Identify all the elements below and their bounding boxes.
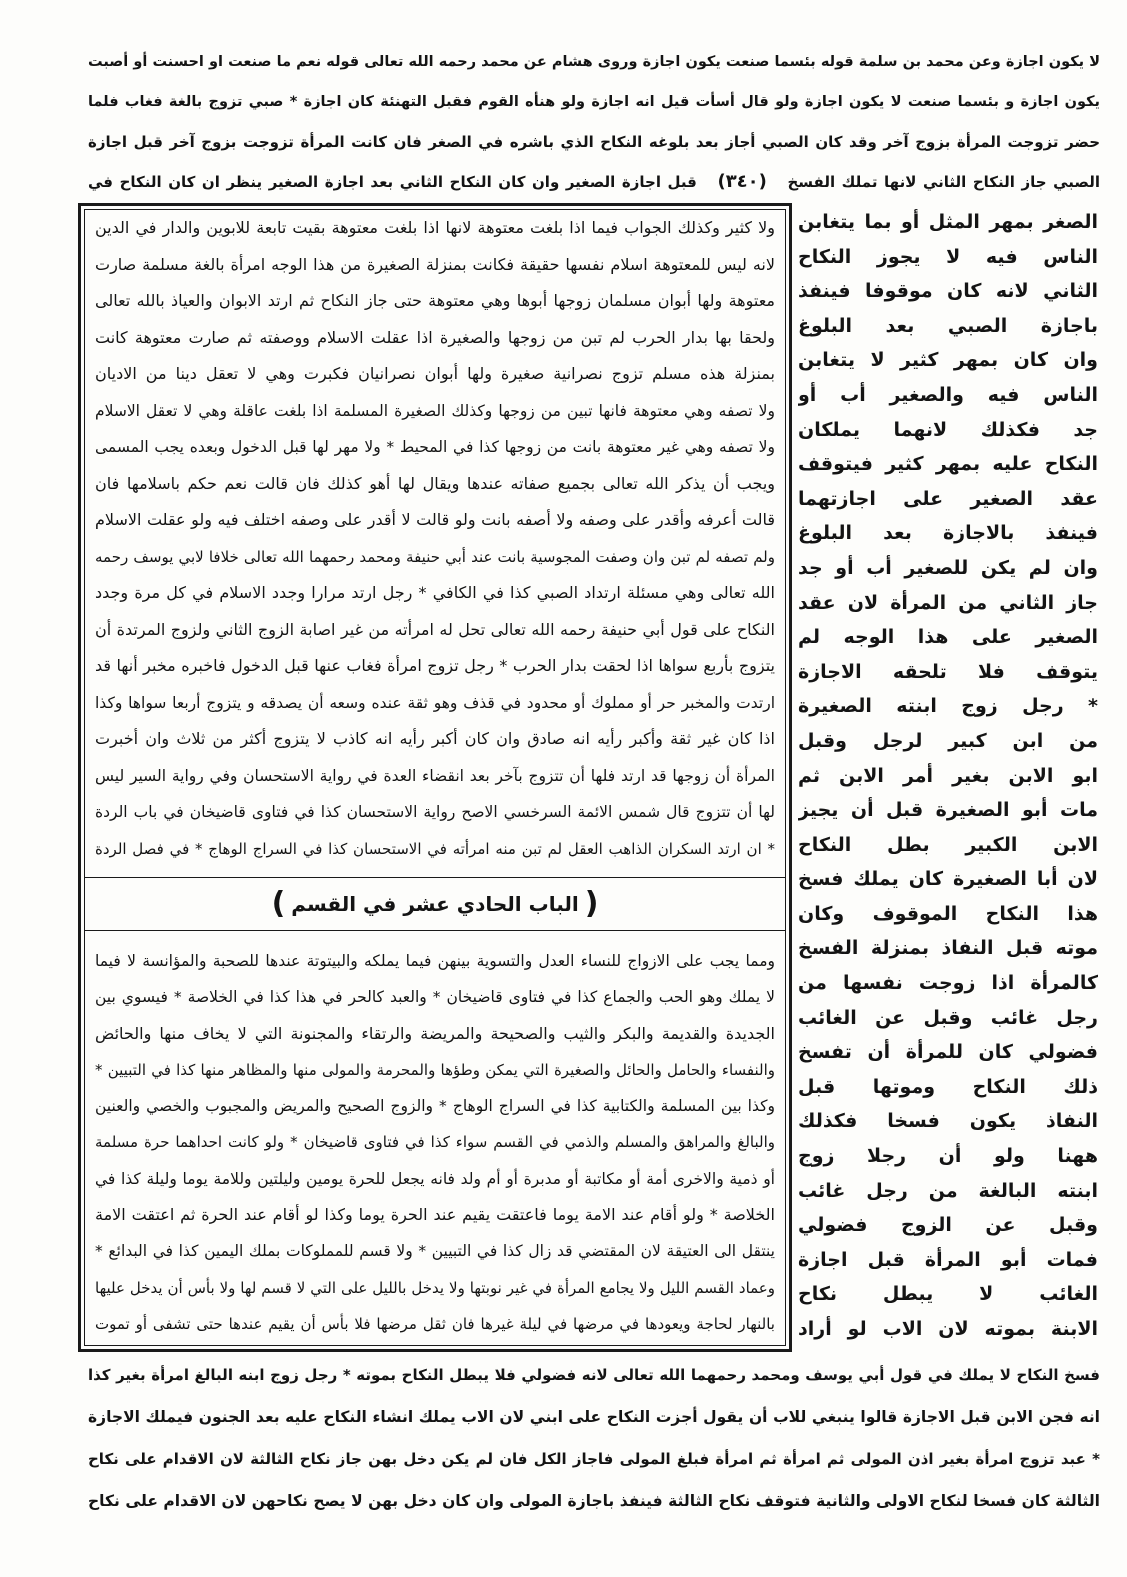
main-text-line: النكاح على قول أبي حنيفة رحمه الله تعالى تحل له امرأته من غير اصابة الزوج الثاني ولزوج المرتدة أن: [95, 619, 775, 639]
main-text-line: * ان ارتد السكران الذاهب العقل لم تبن منه امرأته في الاستحسان كذا في السراج الوهاج * في فصل الردة: [95, 839, 775, 858]
page-number: (٣٤٠): [717, 171, 767, 192]
footer-text-block: [88, 1354, 1100, 1522]
main-text-line: لا يملك وهو الحب والجماع كذا في فتاوى قاضيخان * والعبد كالحر في هذا كذا في الخلاصة * فيسوي بين: [95, 988, 775, 1007]
main-text-line: والنفساء والحامل والحائل والصغيرة التي يمكن وطؤها والمحرمة والمولى منها والمظاهر منها كذا في التبيين *: [95, 1060, 775, 1079]
margin-note-line: * رجل زوج ابنته الصغيرة: [798, 695, 1098, 718]
header-line-with-page-number: [88, 162, 1100, 202]
main-text-line: المرأة أن زوجها قد ارتد فلها أن تتزوج بآخر بعد انقضاء العدة في رواية الاستحسان وفي رواية السير ليس: [95, 766, 775, 785]
margin-note-line: النكاح عليه بمهر كثير فيتوقف: [798, 453, 1098, 476]
main-text-line: ارتدت والمخبر حر أو مملوك أو محدود في قذف وهو ثقة عنده وسعه أن يصدقه و يتزوج أربعا سواها وكذا: [95, 693, 775, 712]
margin-note-line: باجازة الصبي بعد البلوغ: [798, 314, 1098, 337]
margin-note-line: جد فكذلك لانهما يملكان: [798, 418, 1098, 441]
main-text-line: معتوهة ولها أبوان مسلمان زوجها أبوها وهي معتوهة حتى جاز النكاح ثم ارتد الابوان والعياذ بالله تعالى: [95, 291, 775, 310]
margin-note-line: فينفذ بالاجازة بعد البلوغ: [798, 522, 1098, 545]
margin-note-line: النفاذ يكون فسخا فكذلك: [798, 1110, 1098, 1133]
margin-note-column: [798, 205, 1098, 1347]
main-text-frame-inner: [84, 209, 786, 1346]
main-text-line: ولم تصفه لم تبن وان وصفت المجوسية بانت عند أبي حنيفة ومحمد رحمهما الله تعالى خلافا لابي يوسف رحمه: [95, 547, 775, 566]
footer-line: * عبد تزوج امرأة بغير اذن المولى ثم امرأة ثم امرأة فبلغ المولى فاجاز الكل فان لم يكن دخل بهن جاز نكاح الثالثة لان الاقدام على نكاح: [88, 1450, 1100, 1468]
main-text-line: ومما يجب على الازواج للنساء العدل والتسوية بينهن فيما يملكه والبيتوتة عندها للصحبة والمؤانسة لا فيما: [95, 952, 775, 970]
footer-line: فسخ النكاح لا يملك في قول أبي يوسف ومحمد رحمهما الله تعالى لانه فضولي فلا يبطل النكاح بموته * رجل زوج ابنه البالغ امرأة بغير كذا: [88, 1366, 1100, 1384]
main-text-line: الله تعالى وهي مسئلة ارتداد الصبي كذا في الكافي * رجل ارتد مرارا وجدد الاسلام في كل مرة وجدد: [95, 583, 775, 602]
main-lower-text: [95, 943, 775, 1342]
margin-note-line: الصغير على هذا الوجه لم: [798, 626, 1098, 649]
main-text-line: وكذا بين المسلمة والكتابية كذا في السراج الوهاج * والزوج الصحيح والمريض والمجبوب والخصي والعنين: [95, 1097, 775, 1116]
margin-note-line: الابن الكبير بطل النكاح: [798, 833, 1098, 856]
margin-note-line: رجل غائب وقبل عن الغائب: [798, 1006, 1098, 1029]
main-text-line: بالنهار لحاجة ويعودها في مرضها في ليلة غيرها فان ثقل مرضها فلا بأس أن يقيم عندها حتى تشفى أو تموت: [95, 1314, 775, 1333]
margin-note-line: موته قبل النفاذ بمنزلة الفسخ: [798, 937, 1098, 960]
header-line: يكون اجازة و بئسما صنعت لا يكون اجازة ولو قال أسأت قيل انه اجازة ولو هنأه القوم فقبل التهنئة كان اجازة * صبي تزوج بالغة فغاب فلما: [88, 94, 1100, 110]
margin-note-line: كالمرأة اذا زوجت نفسها من: [798, 972, 1098, 995]
header-text-block: [88, 42, 1100, 202]
margin-note-line: لان أبا الصغيرة كان يملك فسخ: [798, 868, 1098, 891]
margin-note-line: جاز الثاني من المرأة لان عقد: [798, 591, 1098, 614]
margin-note-line: مات أبو الصغيرة قبل أن يجيز: [798, 799, 1098, 822]
margin-note-line: وان لم يكن للصغير أب أو جد: [798, 556, 1098, 579]
main-text-line: قالت أعرفه وأقدر على وصفه ولا أصفه بانت ولو قالت لا أقدر على وصفه اختلف فيه ولو عقلت الاسلام: [95, 510, 775, 529]
margin-note-line: ابنته البالغة من رجل غائب: [798, 1179, 1098, 1202]
main-text-line: ينتقل الى العتيقة لان المقتضي قد زال كذا في التبيين * ولا قسم للمملوكات بملك اليمين كذا في البدائع *: [95, 1242, 775, 1261]
main-text-line: يتزوج بأربع سواها اذا لحقت بدار الحرب * رجل تزوج امرأة فغاب عنها قبل الدخول فاخبره مخبر أنها قد: [95, 656, 775, 675]
margin-note-line: يتوقف فلا تلحقه الاجازة: [798, 660, 1098, 683]
footer-line: الثالثة كان فسخا لنكاح الاولى والثانية فتوقف نكاح الثالثة فينفذ باجازة المولى وان كان دخل بهن لا يصح نكاحهن لان الاقدام على نكاح: [88, 1492, 1100, 1510]
margin-note-line: ذلك النكاح وموتها قبل: [798, 1075, 1098, 1098]
main-text-line: ولحقا بها بدار الحرب لم تبن من زوجها والصغيرة اذا عقلت الاسلام ووصفته ثم صارت معتوهة كانت: [95, 327, 775, 347]
main-text-line: والبالغ والمراهق والمسلم والذمي في القسم سواء كذا في فتاوى قاضيخان * ولو كانت احداهما حرة مسلمة: [95, 1133, 775, 1152]
main-text-line: لانه ليس للمعتوهة اسلام نفسها حقيقة فكانت بمنزلة الصغيرة من هذا الوجه امرأة بالغة مسلمة صارت: [95, 254, 775, 274]
main-text-frame: [78, 203, 792, 1352]
header-line: حضر تزوجت المرأة بزوج آخر وقد كان الصبي أجاز بعد بلوغه النكاح الذي باشره في الصغر فان كانت المرأة تزوجت بزوج آخر قبل اجازة: [88, 133, 1100, 151]
main-text-line: أو ذمية والاخرى أمة أو مكاتبة أو مدبرة أو أم ولد فانه يجعل للحرة يومين وليلتين وللامة يوما وليلة كذا في: [95, 1169, 775, 1188]
main-text-line: ولا كثير وكذلك الجواب فيما اذا بلغت معتوهة لانها اذا بلغت معتوهة بقيت تابعة للابوين والدار في الدين: [95, 218, 775, 237]
margin-note-line: الناس فيه والصغير أب أو: [798, 383, 1098, 406]
header-line: لا يكون اجازة وعن محمد بن سلمة قوله بئسما صنعت يكون اجازة وروى هشام عن محمد رحمه الله تعالى قوله نعم ما صنعت او احسنت أو أصبت: [88, 54, 1100, 70]
footer-line: انه فجن الابن قبل الاجازة قالوا ينبغي للاب أن يقول أجزت النكاح على ابني لان الاب يملك انشاء النكاح عليه بعد الجنون فيملك الاجازة: [88, 1408, 1100, 1426]
margin-note-line: الابنة بموته لان الاب لو أراد: [798, 1318, 1098, 1340]
chapter-heading: الباب الحادي عشر في القسم: [291, 892, 579, 916]
main-text-line: لها أن تتزوج قال شمس الائمة السرخسي الاصح رواية الاستحسان كذا في فتاوى قاضيخان في باب الردة: [95, 803, 775, 821]
main-text-line: الجديدة والقديمة والبكر والثيب والصحيحة والمريضة والرتقاء والمجنونة التي لا يخاف منها والحائض: [95, 1023, 775, 1043]
main-text-line: بمنزلة هذه مسلم تزوج نصرانية صغيرة ولها أبوان نصرانيان فكبرت وهي لا تعقل دينا من الاديان: [95, 364, 775, 383]
main-text-line: وعماد القسم الليل ولا يجامع المرأة في غير نوبتها ولا يدخل بالليل على التي لا قسم لها ولا بأس أن يدخل عليها: [95, 1278, 775, 1297]
margin-note-line: وقبل عن الزوج فضولي: [798, 1214, 1098, 1237]
margin-note-line: الصغر بمهر المثل أو بما يتغابن: [798, 211, 1098, 233]
margin-note-line: الناس فيه لا يجوز النكاح: [798, 245, 1098, 268]
margin-note-line: وان كان بمهر كثير لا يتغابن: [798, 349, 1098, 372]
margin-note-line: عقد الصغير على اجازتهما: [798, 487, 1098, 510]
ornate-bracket-icon: ): [271, 886, 286, 921]
main-text-line: ولا تصفه وهي غير معتوهة بانت من زوجها كذا في المحيط * ولا مهر لها قبل الدخول وبعده يجب المسمى: [95, 438, 775, 456]
header-line-before-page-number: الصبي جاز النكاح الثاني لانها تملك الفسخ: [787, 173, 1100, 191]
main-text-line: اذا كان غير ثقة وأكبر رأيه انه صادق وان كان أكبر رأيه انه كاذب لا يتزوج أكثر من ثلاث وان أخبرت: [95, 729, 775, 748]
ornate-bracket-icon: (: [584, 886, 599, 921]
margin-note-line: فضولي كان للمرأة أن تفسخ: [798, 1041, 1098, 1064]
main-text-line: ويجب أن يذكر الله تعالى بجميع صفاته عندها ويقال لها أهو كذلك فان قالت نعم حكم باسلامها فان: [95, 473, 775, 493]
main-text-line: الخلاصة * ولو أقام عند الامة يوما فاعتقت يقيم عند الحرة يوما وكذا لو أقام عند الحرة ثم اعتقت الامة: [95, 1205, 775, 1225]
margin-note-line: من ابن كبير لرجل وقبل: [798, 729, 1098, 752]
margin-note-line: ههنا ولو أن رجلا زوج: [798, 1145, 1098, 1168]
margin-note-line: فمات أبو المرأة قبل اجازة: [798, 1248, 1098, 1271]
margin-note-line: الثاني لانه كان موقوفا فينفذ: [798, 280, 1098, 303]
main-text-line: ولا تصفه وهي معتوهة فانها تبين من زوجها وكذلك الصغيرة المسلمة اذا بلغت عاقلة وهي لا تعقل الاسلام: [95, 401, 775, 420]
margin-note-line: ابو الابن بغير أمر الابن ثم: [798, 764, 1098, 787]
header-line-after-page-number: قبل اجازة الصغير وان كان النكاح الثاني بعد اجازة الصغير ينظر ان كان النكاح في: [88, 173, 697, 191]
margin-note-line: هذا النكاح الموقوف وكان: [798, 902, 1098, 925]
margin-note-line: الغائب لا يبطل نكاح: [798, 1283, 1098, 1306]
chapter-heading-band: [85, 877, 785, 931]
main-upper-text: [95, 210, 775, 867]
